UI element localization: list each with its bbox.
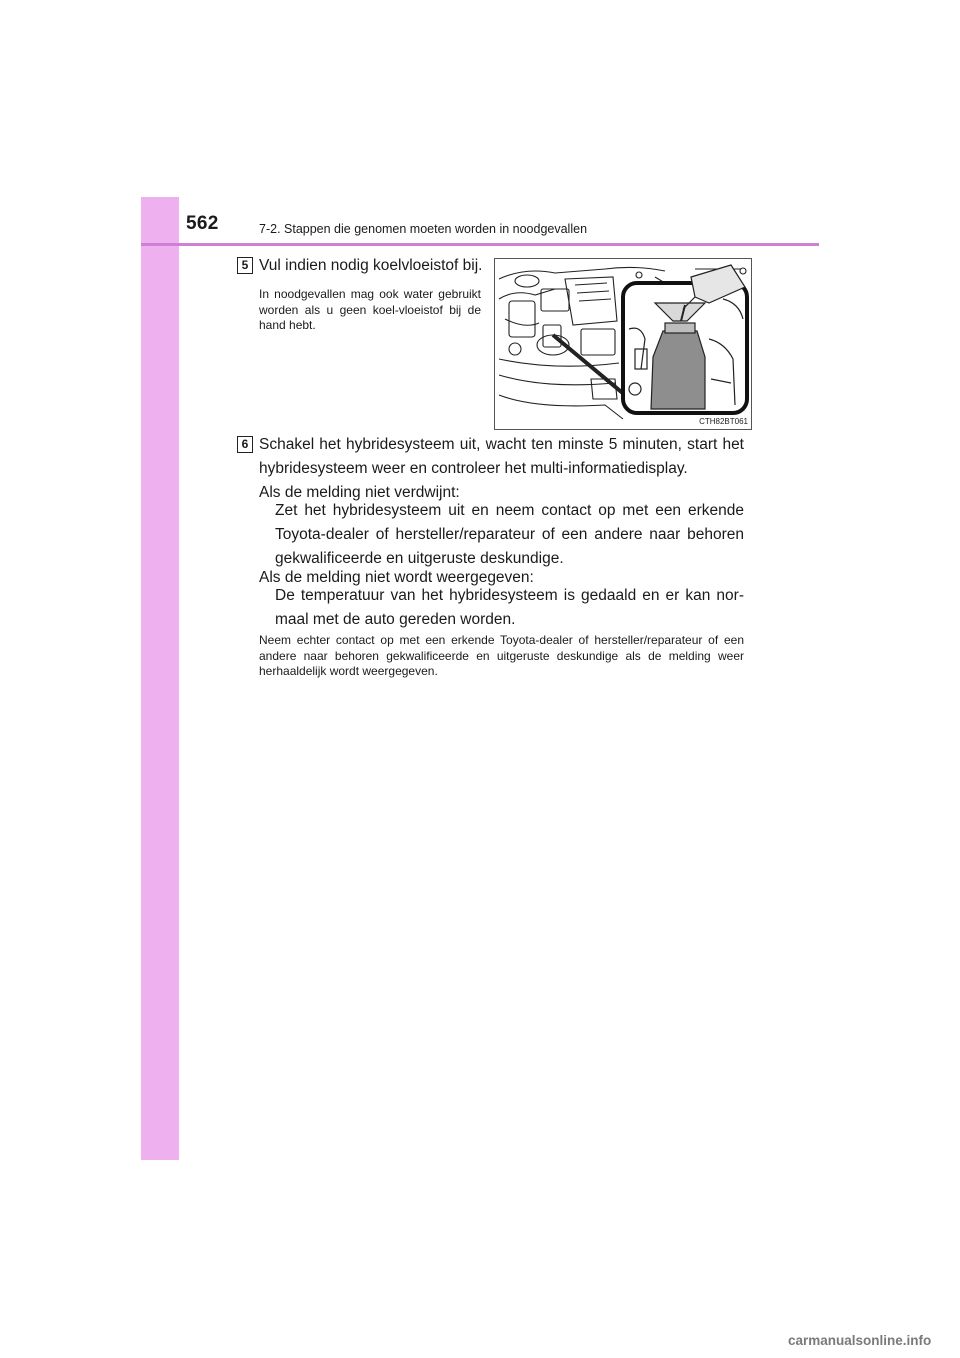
- engine-bay-icon: [495, 259, 751, 429]
- header-rule: [141, 243, 819, 246]
- side-tab-band: [141, 197, 179, 1160]
- final-note: Neem echter contact op met een erkende Toyota-dealer of hersteller/reparateur of een andere naar behoren gekwalificeerde en uitgeruste deskundige als de melding weer herhaaldelijk wordt weergegeven.: [259, 633, 744, 678]
- step-6-text: Schakel het hybridesysteem uit, wacht ten minste 5 minuten, start het hybridesysteem weer en controleer het multi-informatiedisplay.: [259, 436, 744, 477]
- page-number: 562: [186, 213, 219, 234]
- condition-1-label: Als de melding niet verdwijnt:: [259, 484, 460, 501]
- step-6-badge: 6: [237, 436, 253, 453]
- condition-1-action: Zet het hybridesysteem uit en neem contact op met een erkende Toyota-dealer of hersteller/reparateur of een andere naar behoren gekwalificeerde en uitgeruste deskundige.: [275, 502, 744, 567]
- section-title: 7-2. Stappen die genomen moeten worden in noodgevallen: [259, 222, 588, 236]
- condition-2-action: De temperatuur van het hybridesysteem is gedaald en er kan nor-maal met de auto gereden worden.: [275, 587, 744, 628]
- figure-caption: CTH82BT061: [699, 417, 748, 426]
- coolant-refill-illustration: [494, 258, 752, 430]
- step-5-title: Vul indien nodig koelvloeistof bij.: [259, 257, 483, 274]
- step-5-badge: 5: [237, 257, 253, 274]
- footer-watermark: carmanualsonline.info: [788, 1333, 932, 1348]
- condition-2-label: Als de melding niet wordt weergegeven:: [259, 569, 534, 586]
- step-5-note: In noodgevallen mag ook water gebruikt worden als u geen koel-vloeistof bij de hand hebt.: [259, 287, 481, 332]
